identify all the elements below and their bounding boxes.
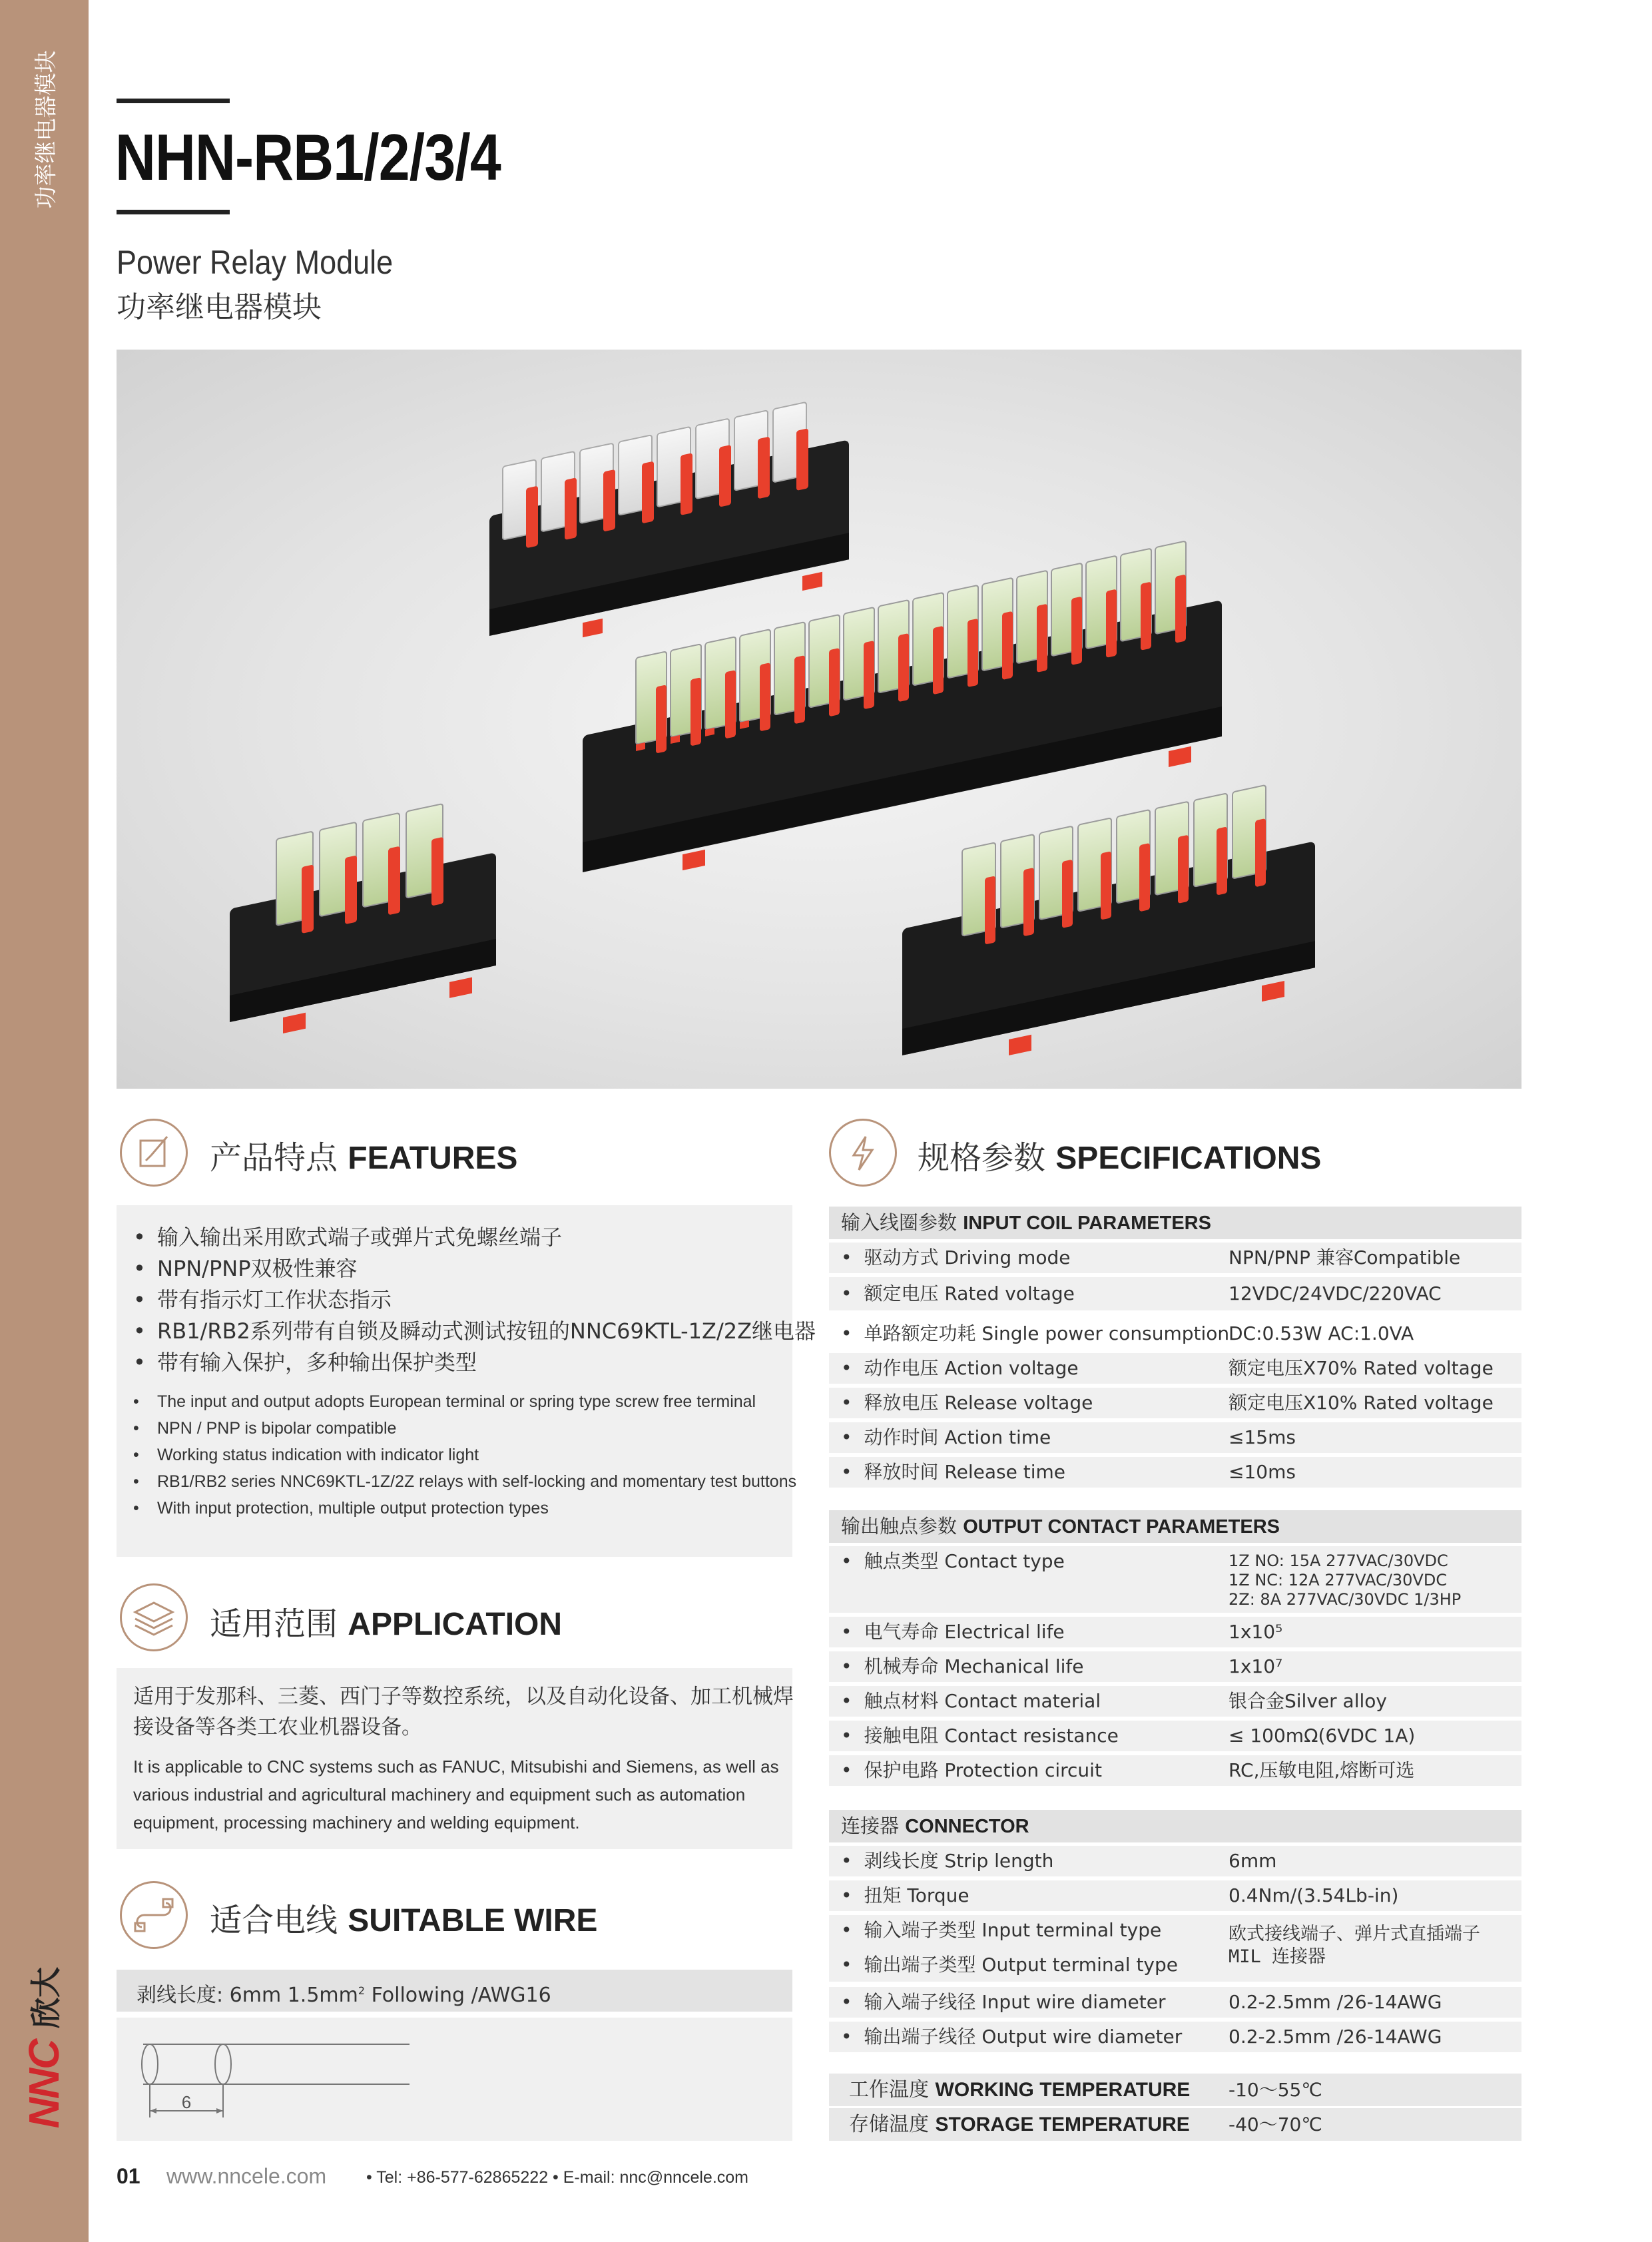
spec-value: ≤15ms bbox=[1229, 1426, 1296, 1448]
list-item: • The input and output adopts European terminal or spring type screw free terminal bbox=[133, 1388, 796, 1415]
table-row bbox=[829, 1915, 1521, 1982]
spec-value: 额定电压X10% Rated voltage bbox=[1229, 1392, 1494, 1414]
table-row bbox=[829, 2074, 1521, 2106]
module-top bbox=[489, 393, 849, 657]
temp-key bbox=[849, 2074, 1190, 2106]
spec-key: • 保护电路 Protection circuit bbox=[841, 1755, 1102, 1786]
relay-modules-illustration bbox=[117, 350, 1521, 1089]
wire-title-cn: 适合电线 bbox=[210, 1902, 338, 1939]
lightning-icon bbox=[829, 1119, 897, 1187]
module-bottom-right bbox=[902, 774, 1315, 1078]
spec-value: 1x10⁷ bbox=[1229, 1655, 1283, 1677]
spec-value: NPN/PNP 兼容Compatible bbox=[1229, 1247, 1461, 1268]
product-photo bbox=[117, 350, 1521, 1089]
logo-chinese-name: 欣大 bbox=[28, 1967, 64, 2028]
list-item: • Working status indication with indicator light bbox=[133, 1442, 796, 1468]
sidebar-category-label: 功率继电器模块 bbox=[33, 50, 60, 209]
temp-key bbox=[849, 2108, 1190, 2141]
product-model-title: NHN-RB1/2/3/4 bbox=[115, 121, 501, 194]
table-row bbox=[829, 1353, 1521, 1384]
layers-icon bbox=[120, 1583, 188, 1651]
spec-key: • 机械寿命 Mechanical life bbox=[841, 1651, 1084, 1682]
page-number: 01 bbox=[117, 2164, 140, 2188]
product-subtitle-cn: 功率继电器模块 bbox=[117, 290, 322, 324]
temp-key-en: STORAGE TEMPERATURE bbox=[935, 2113, 1190, 2135]
website-link[interactable]: www.nncele.com bbox=[166, 2164, 327, 2188]
spec-value: 12VDC/24VDC/220VAC bbox=[1229, 1282, 1442, 1304]
features-title-cn: 产品特点 bbox=[210, 1139, 338, 1177]
table-row bbox=[829, 1457, 1521, 1488]
output-contact-header-en: OUTPUT CONTACT PARAMETERS bbox=[963, 1516, 1280, 1538]
spec-key: • 输入端子线径 Input wire diameter bbox=[841, 1987, 1165, 2018]
spec-value: 额定电压X70% Rated voltage bbox=[1229, 1357, 1494, 1379]
contact-info: • Tel: +86-577-62865222 • E-mail: nnc@nncele.com bbox=[366, 2168, 748, 2187]
input-coil-header-cn: 输入线圈参数 bbox=[841, 1211, 958, 1234]
wire-diagram-panel bbox=[117, 2018, 792, 2141]
temp-value: -10～55℃ bbox=[1229, 2079, 1322, 2101]
title-rule-bottom bbox=[117, 210, 230, 214]
sidebar bbox=[0, 0, 89, 2242]
application-panel bbox=[117, 1668, 792, 1849]
table-row bbox=[829, 1880, 1521, 1911]
output-contact-header bbox=[829, 1510, 1521, 1543]
spec-key: • 额定电压 Rated voltage bbox=[841, 1277, 1075, 1310]
application-text-en: It is applicable to CNC systems such as FANUC, Mitsubishi and Siemens, as well as various industrial and agricultural machinery and equipment such as automation equipment, processing machinery and welding equipment. bbox=[133, 1757, 779, 1832]
features-list-en bbox=[133, 1388, 796, 1522]
module-bottom-left bbox=[230, 792, 496, 1045]
features-title-en: FEATURES bbox=[348, 1141, 518, 1176]
table-row bbox=[829, 1422, 1521, 1453]
spec-key: • 触点类型 Contact type bbox=[841, 1546, 1065, 1577]
application-title bbox=[210, 1598, 562, 1644]
spec-value: RC,压敏电阻,熔断可选 bbox=[1229, 1759, 1415, 1781]
spec-value: 欧式接线端子、弹片式直插端子 MIL 连接器 bbox=[1229, 1924, 1480, 1967]
features-title bbox=[210, 1132, 517, 1178]
table-row bbox=[829, 1721, 1521, 1751]
list-item: • NPN / PNP is bipolar compatible bbox=[133, 1415, 796, 1442]
application-text-cn: 适用于发那科、三菱、西门子等数控系统，以及自动化设备、加工机械焊接设备等各类工农业机器设备。 bbox=[133, 1685, 794, 1739]
spec-value: ≤10ms bbox=[1229, 1461, 1296, 1483]
temp-value: -40～70℃ bbox=[1229, 2113, 1322, 2135]
output-contact-header-cn: 输出触点参数 bbox=[841, 1515, 958, 1538]
application-title-en: APPLICATION bbox=[348, 1607, 563, 1642]
spec-key: • 输出端子线径 Output wire diameter bbox=[841, 2022, 1182, 2052]
brand-logo bbox=[0, 1967, 89, 2151]
list-item: • RB1/RB2系列带有自锁及瞬动式测试按钮的NNC69KTL-1Z/2Z继电器 bbox=[133, 1316, 816, 1347]
spec-key: • 输出端子类型 Output terminal type bbox=[841, 1950, 1178, 1980]
table-row bbox=[829, 1617, 1521, 1647]
table-row bbox=[829, 2108, 1521, 2141]
spec-key: • 电气寿命 Electrical life bbox=[841, 1617, 1065, 1647]
specifications-title-cn: 规格参数 bbox=[918, 1139, 1046, 1177]
wire-title-en: SUITABLE WIRE bbox=[348, 1903, 598, 1938]
spec-key: • 扭矩 Torque bbox=[841, 1880, 969, 1911]
specifications-title bbox=[918, 1132, 1321, 1178]
spec-key: • 释放电压 Release voltage bbox=[841, 1388, 1093, 1418]
table-row bbox=[829, 1987, 1521, 2018]
connector-header-en: CONNECTOR bbox=[905, 1816, 1029, 1837]
spec-key: • 单路额定功耗 Single power consumption bbox=[841, 1317, 1229, 1350]
table-row bbox=[829, 1686, 1521, 1717]
spec-key: • 动作时间 Action time bbox=[841, 1422, 1051, 1453]
edit-icon bbox=[120, 1119, 188, 1187]
input-coil-header bbox=[829, 1207, 1521, 1239]
table-row bbox=[829, 1243, 1521, 1273]
spec-value: DC:0.53W AC:1.0VA bbox=[1229, 1322, 1414, 1344]
connector-header bbox=[829, 1810, 1521, 1842]
wire-spec-bar bbox=[117, 1970, 792, 2012]
spec-value: 0.4Nm/(3.54Lb-in) bbox=[1229, 1884, 1399, 1906]
list-item: • 带有输入保护，多种输出保护类型 bbox=[133, 1347, 816, 1378]
list-item: • 带有指示灯工作状态指示 bbox=[133, 1284, 816, 1316]
spec-key: • 触点材料 Contact material bbox=[841, 1686, 1101, 1717]
table-row bbox=[829, 1546, 1521, 1613]
table-row bbox=[829, 1317, 1521, 1350]
product-subtitle-en: Power Relay Module bbox=[117, 244, 394, 281]
table-row bbox=[829, 1846, 1521, 1876]
title-rule-top bbox=[117, 99, 230, 103]
spec-value: 1x10⁵ bbox=[1229, 1621, 1283, 1643]
table-row bbox=[829, 1388, 1521, 1418]
features-list-cn bbox=[133, 1222, 816, 1378]
table-row bbox=[829, 1651, 1521, 1682]
list-item: • With input protection, multiple output protection types bbox=[133, 1495, 796, 1522]
spec-value: 1Z NO: 15A 277VAC/30VDC 1Z NC: 12A 277VAC/30VDC 2Z: 8A 277VAC/30VDC 1/3HP bbox=[1229, 1551, 1462, 1609]
spec-key: • 动作电压 Action voltage bbox=[841, 1353, 1079, 1384]
temp-key-en: WORKING TEMPERATURE bbox=[935, 2079, 1191, 2101]
spec-key: • 接触电阻 Contact resistance bbox=[841, 1721, 1119, 1751]
features-panel bbox=[117, 1205, 816, 1557]
spec-value: 银合金Silver alloy bbox=[1229, 1690, 1387, 1712]
spec-value: ≤ 100mΩ(6VDC 1A) bbox=[1229, 1725, 1416, 1747]
list-item: • 输入输出采用欧式端子或弹片式免螺丝端子 bbox=[133, 1222, 816, 1253]
spec-value: 0.2-2.5mm /26-14AWG bbox=[1229, 1991, 1442, 2013]
spec-value: 0.2-2.5mm /26-14AWG bbox=[1229, 2026, 1442, 2048]
specifications-title-en: SPECIFICATIONS bbox=[1055, 1141, 1322, 1176]
spec-key: • 驱动方式 Driving mode bbox=[841, 1243, 1070, 1273]
wire-spec-sup: 2 bbox=[358, 1984, 366, 1997]
wire-strip-diagram bbox=[117, 2018, 792, 2141]
wire-title bbox=[210, 1894, 597, 1940]
logo-nnc-text: NNC bbox=[20, 2040, 68, 2129]
spec-value: 6mm bbox=[1229, 1850, 1277, 1872]
list-item: • RB1/RB2 series NNC69KTL-1Z/2Z relays with self-locking and momentary test buttons bbox=[133, 1468, 796, 1495]
spec-key: • 释放时间 Release time bbox=[841, 1457, 1065, 1488]
temp-key-cn: 存储温度 bbox=[849, 2113, 929, 2136]
table-row bbox=[829, 2022, 1521, 2052]
wire-icon bbox=[120, 1881, 188, 1949]
wire-spec-text: 剥线长度: 6mm 1.5mm bbox=[137, 1984, 358, 2007]
table-row bbox=[829, 1755, 1521, 1786]
input-coil-header-en: INPUT COIL PARAMETERS bbox=[963, 1213, 1211, 1234]
temp-key-cn: 工作温度 bbox=[849, 2078, 929, 2102]
spec-key: • 剥线长度 Strip length bbox=[841, 1846, 1053, 1876]
spec-key: • 输入端子类型 Input terminal type bbox=[841, 1915, 1161, 1946]
application-title-cn: 适用范围 bbox=[210, 1605, 338, 1643]
table-row bbox=[829, 1277, 1521, 1310]
connector-header-cn: 连接器 bbox=[841, 1815, 900, 1837]
dimension-label: 6 bbox=[181, 2092, 192, 2112]
list-item: • NPN/PNP双极性兼容 bbox=[133, 1253, 816, 1284]
wire-spec-suffix: Following /AWG16 bbox=[365, 1984, 551, 2007]
